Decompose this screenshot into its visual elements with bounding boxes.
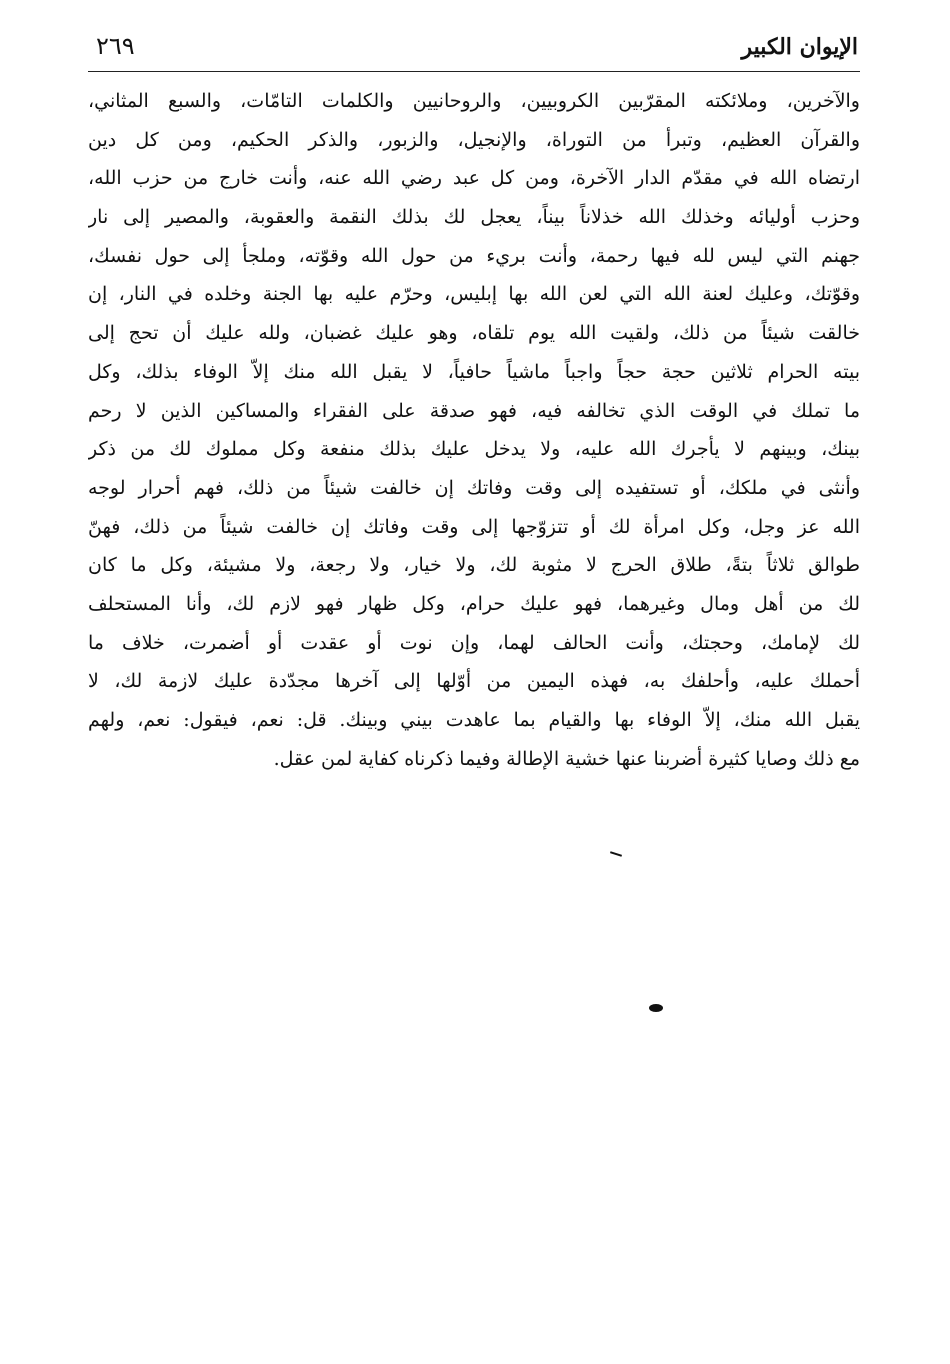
header-rule bbox=[88, 71, 860, 72]
body-text bbox=[88, 82, 860, 778]
text-line: خالقت شيئاً من ذلك، ولقيت الله يوم تلقاه، وهو عليك غضبان، ولله عليك أن تحج إلى bbox=[88, 322, 860, 345]
scan-blot bbox=[649, 1004, 663, 1012]
page-number: ٢٦٩ bbox=[96, 32, 135, 60]
text-line: والقرآن العظيم، وتبرأ من التوراة، والإنجيل، والزبور، والذكر الحكيم، ومن كل دين bbox=[88, 128, 860, 151]
text-line: أحملك عليه، وأحلفك به، فهذه اليمين من أوّلها إلى آخرها مجدّدة عليك لازمة لك، لا bbox=[88, 670, 860, 693]
text-line: الله عز وجل، وكل امرأة لك أو تتزوّجها إلى وقت وفاتك إن خالفت شيئاً من ذلك، فهنّ bbox=[88, 515, 860, 538]
text-line: لك لإمامك، وحجتك، وأنت الحالف لهما، وإن نوت أو عقدت أو أضمرت، خلاف ما bbox=[88, 631, 860, 654]
scan-speck bbox=[610, 851, 622, 857]
book-title: الإيوان الكبير bbox=[741, 34, 858, 60]
text-line: لك من أهل ومال وغيرهما، فهو عليك حرام، وكل ظهار فهو لازم لك، وأنا المستحلف bbox=[88, 592, 860, 615]
text-line: بينك، وبينهم لا يأجرك الله عليه، ولا يدخل عليك بذلك منفعة وكل مملوك لك من ذكر bbox=[88, 438, 860, 461]
text-line: ارتضاه الله في مقدّم الدار الآخرة، ومن كل عبد رضي الله عنه، وأنت خارج من حزب الله، bbox=[88, 167, 860, 190]
text-line: يقبل الله منك، إلاّ الوفاء بها والقيام بما عاهدت بيني وبينك. قل: نعم، فيقول: نعم، ولهم bbox=[88, 709, 860, 731]
text-line: بيته الحرام ثلاثين حجة حجاً واجباً ماشياً حافياً، لا يقبل الله منك إلاّ الوفاء بذلك، وكل bbox=[88, 360, 860, 383]
text-line: وحزب أوليائه وخذلك الله خذلاناً بيناً، يعجل لك بذلك النقمة والعقوبة، والمصير إلى نار bbox=[88, 206, 860, 229]
text-line: جهنم التي ليس لله فيها رحمة، وأنت بريء من حول الله وقوّته، وملجأ إلى حول نفسك، bbox=[88, 244, 860, 267]
text-line: مع ذلك وصايا كثيرة أضربنا عنها خشية الإطالة وفيما ذكرناه كفاية لمن عقل. bbox=[273, 747, 860, 770]
text-line: وأنثى في ملكك، أو تستفيده إلى وقت وفاتك إن خالفت شيئاً من ذلك، فهم أحرار لوجه bbox=[88, 476, 860, 499]
text-line: ما تملك في الوقت الذي تخالفه فيه، فهو صدقة على الفقراء والمساكين الذين لا رحم bbox=[88, 399, 860, 422]
text-line: والآخرين، وملائكته المقرّبين الكروبيين، والروحانيين والكلمات التامّات، والسبع المثاني، bbox=[88, 90, 860, 112]
text-line: وقوّتك، وعليك لعنة الله التي لعن الله بها إبليس، وحرّم عليه بها الجنة وخلده في النار، إن bbox=[88, 283, 860, 306]
running-header bbox=[88, 30, 858, 70]
text-line: طوالق ثلاثاً بتةً، طلاق الحرج لا مثوبة لك، ولا خيار، ولا رجعة، ولا مشيئة، وكل ما كان bbox=[88, 554, 860, 577]
